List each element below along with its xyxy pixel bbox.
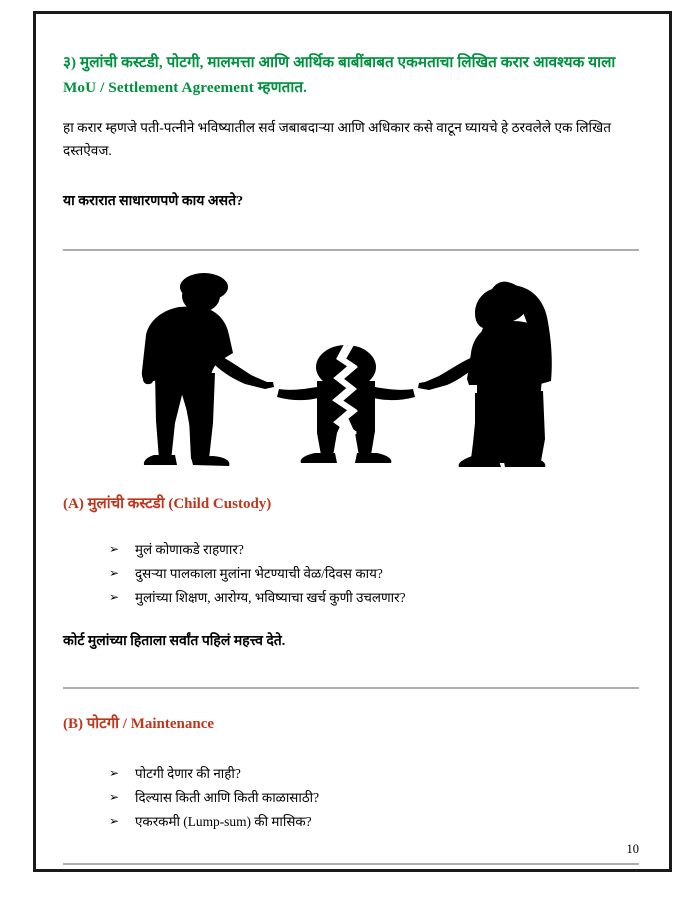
subsection-a-heading: (A) मुलांची कस्टडी (Child Custody) — [63, 496, 272, 512]
list-item-label: पोटगी देणार की नाही? — [135, 766, 241, 781]
list-item — [109, 539, 639, 560]
list-item-label: मुलांच्या शिक्षण, आरोग्य, भविष्याचा खर्च कुणी उचलणार? — [135, 590, 406, 605]
list-item-label: दुसऱ्या पालकाला मुलांना भेटण्याची वेळ/दिवस काय? — [135, 566, 383, 581]
list-item-label: दिल्यास किती आणि किती काळासाठी? — [135, 790, 320, 805]
illustration-container — [63, 263, 639, 481]
divider-rule-3 — [63, 863, 639, 865]
page-number: 10 — [626, 842, 639, 856]
intro-paragraph: हा करार म्हणजे पती-पत्नीने भविष्यातील सर्व जबाबदाऱ्या आणि अधिकार कसे वाटून घ्यायचे हे ठरवलेले एक लिखित दस्तऐवज. — [63, 120, 611, 158]
list-item-label: मुलं कोणाकडे राहणार? — [135, 542, 244, 557]
arrow-bullet-icon: ➢ — [109, 814, 120, 828]
subsection-b-list — [63, 763, 639, 832]
page-footer — [63, 842, 639, 862]
page-border-right — [669, 11, 672, 872]
question-prompt: या करारात साधारणपणे काय असते? — [63, 194, 244, 209]
list-item — [109, 811, 639, 832]
page-border-left — [33, 11, 36, 872]
list-item — [109, 787, 639, 808]
divorce-family-silhouette — [141, 263, 561, 481]
list-item-label: एकरकमी (Lump-sum) की मासिक? — [135, 814, 312, 829]
list-item — [109, 563, 639, 584]
arrow-bullet-icon: ➢ — [109, 590, 120, 604]
page-content — [63, 50, 639, 865]
list-item — [109, 587, 639, 608]
arrow-bullet-icon: ➢ — [109, 766, 120, 780]
arrow-bullet-icon: ➢ — [109, 566, 120, 580]
arrow-bullet-icon: ➢ — [109, 542, 120, 556]
subsection-b-heading: (B) पोटगी / Maintenance — [63, 716, 215, 732]
section-heading: ३) मुलांची कस्टडी, पोटगी, मालमत्ता आणि आर्थिक बाबींबाबत एकमताचा लिखित करार आवश्यक याला MoU / Settlement Agreement म्हणतात. — [63, 54, 616, 96]
list-item — [109, 763, 639, 784]
subsection-a-note: कोर्ट मुलांच्या हिताला सर्वांत पहिलं महत्त्व देते. — [63, 634, 286, 649]
subsection-a-list — [63, 539, 639, 608]
page-border-top — [33, 11, 672, 14]
arrow-bullet-icon: ➢ — [109, 790, 120, 804]
page-border-bottom — [33, 869, 672, 872]
